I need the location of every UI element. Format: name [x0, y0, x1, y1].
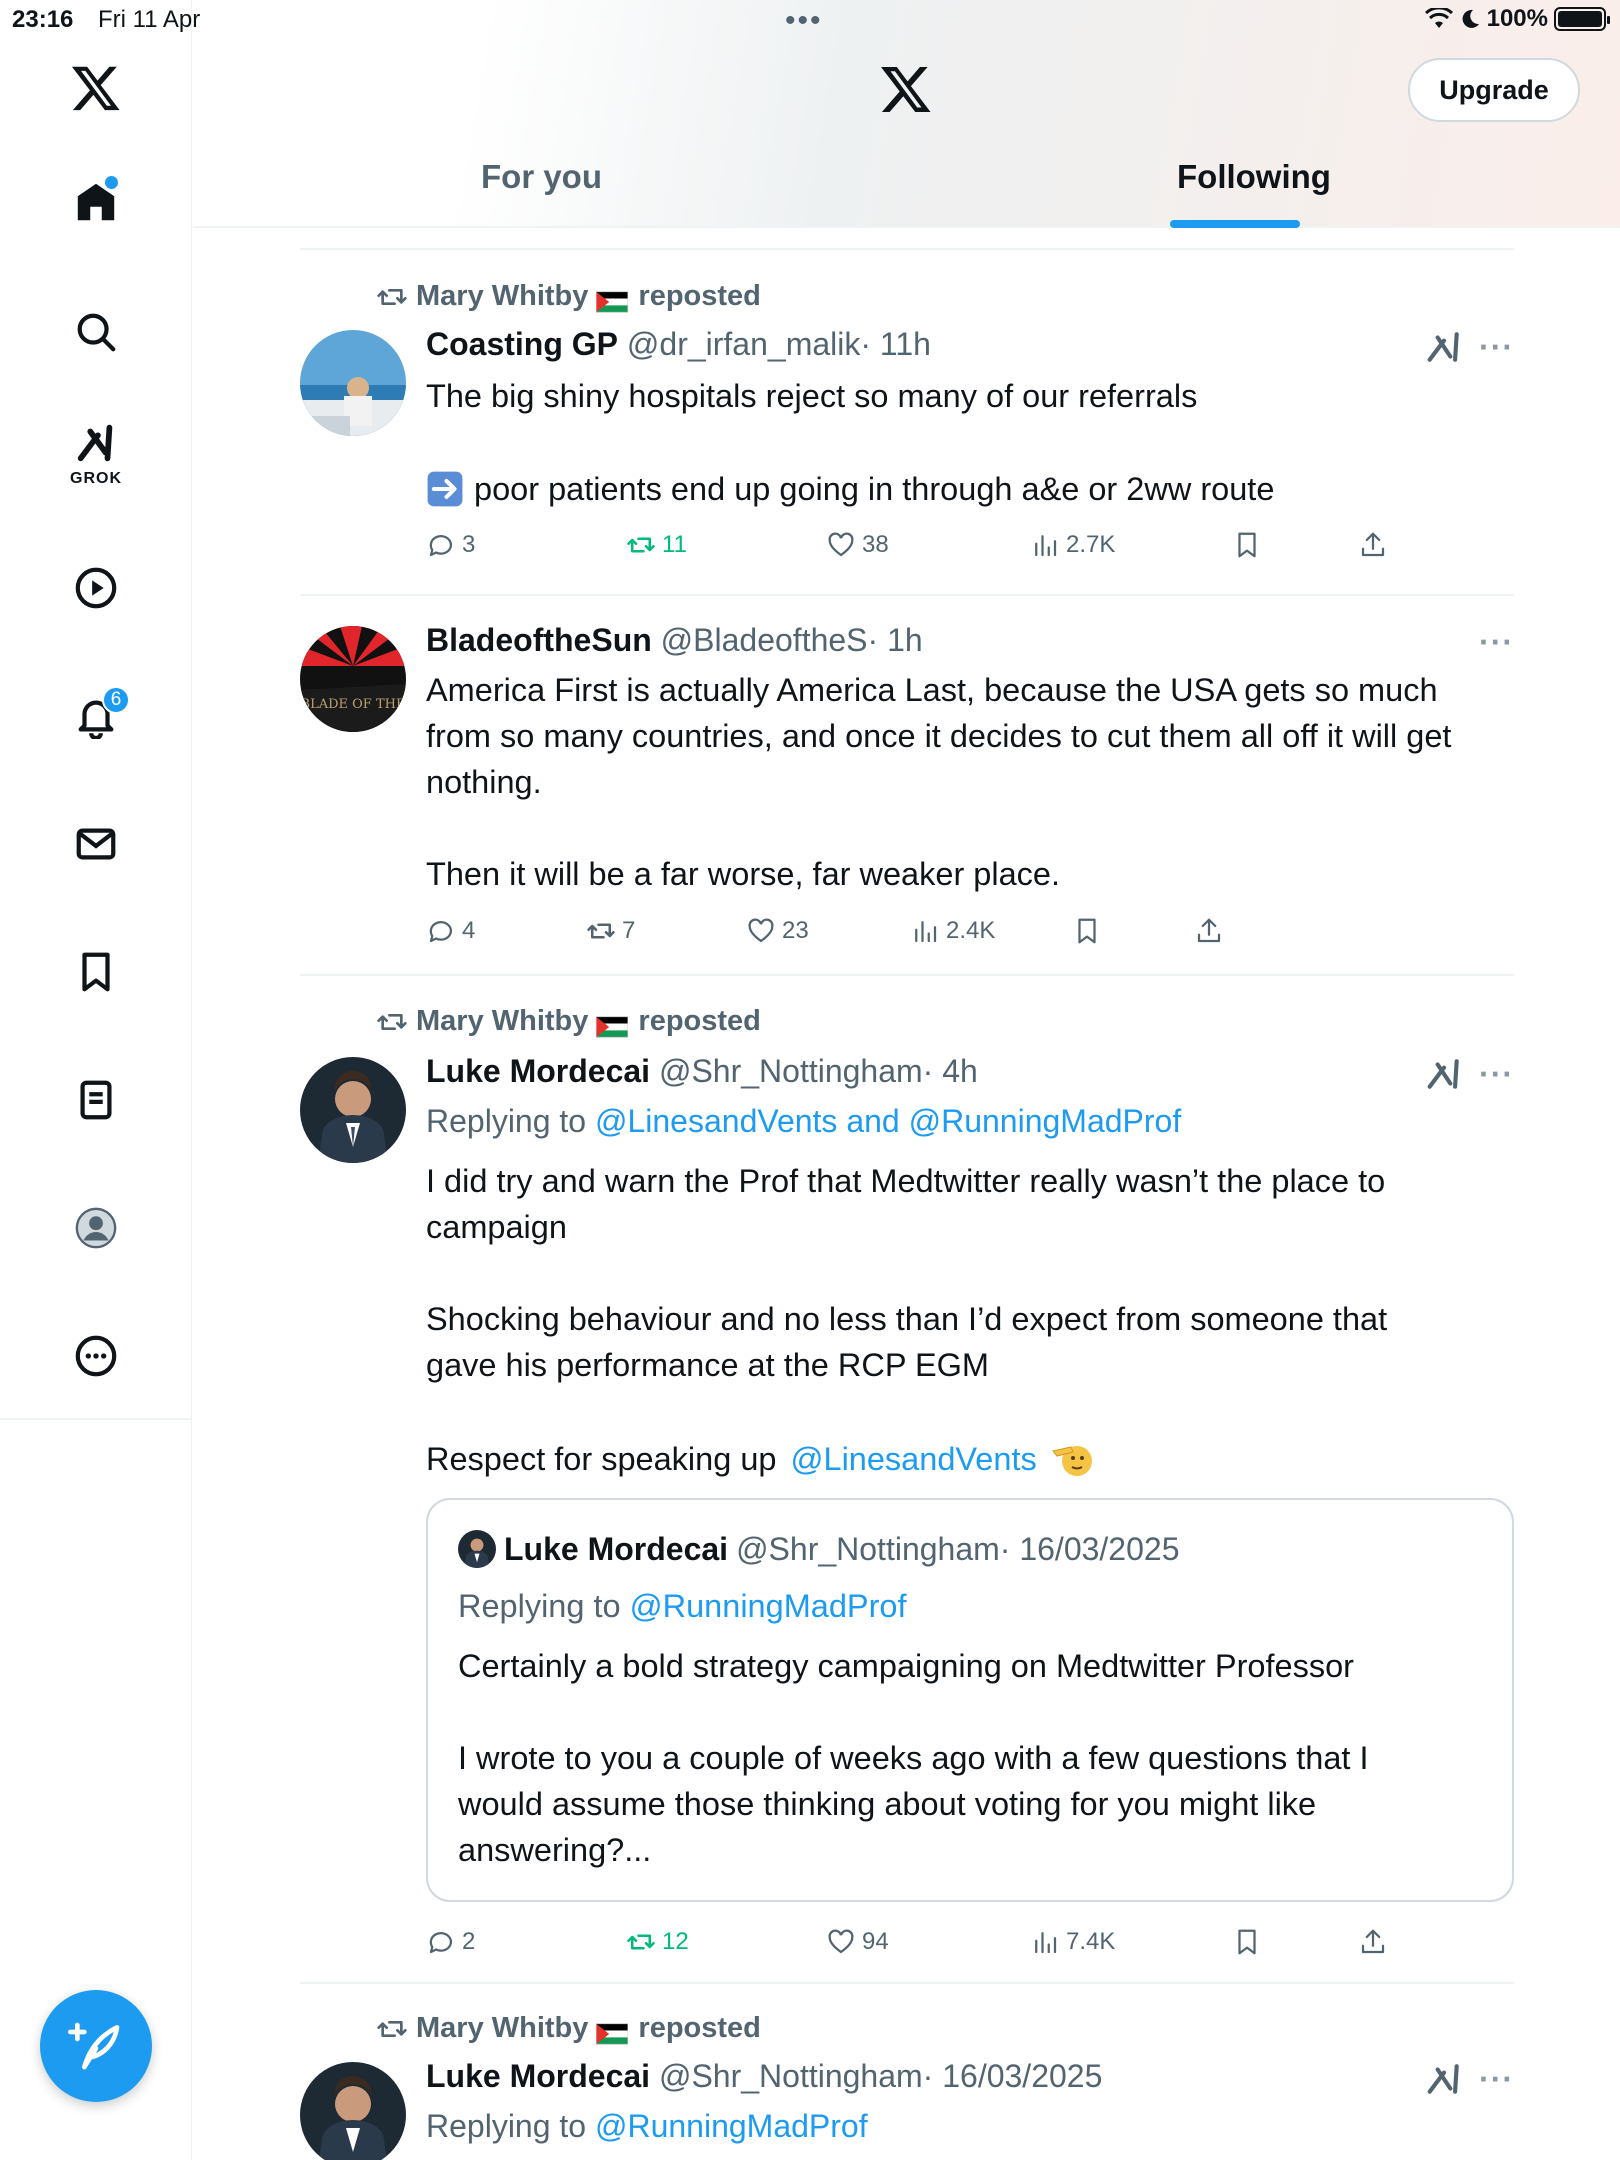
post-text-line: I did try and warn the Prof that Medtwitter really wasn’t the place to	[426, 1163, 1386, 1199]
quoted-text-line: would assume those thinking about voting for you might like	[458, 1786, 1317, 1822]
repost-count: 7	[622, 917, 636, 944]
views-chart-icon	[910, 916, 940, 946]
post-text-line: America First is actually America Last, because the USA gets so much	[426, 672, 1438, 708]
replying-to-prefix: Replying to	[426, 2108, 587, 2144]
avatar-luke-mordecai[interactable]	[300, 1057, 406, 1163]
notifications-badge: 6	[102, 686, 130, 714]
post-text-line: Respect for speaking up	[426, 1440, 777, 1477]
palestine-flag-icon	[596, 1011, 630, 1033]
replying-to-line	[426, 1103, 1181, 1140]
like-count: 23	[782, 917, 809, 944]
x-logo-icon[interactable]	[70, 62, 122, 114]
repost-by-name[interactable]: Mary Whitby	[416, 280, 589, 312]
avatar-coasting-gp[interactable]	[300, 330, 406, 436]
more-options-icon[interactable]: ···	[1479, 2060, 1514, 2097]
status-date: Fri 11 Apr	[98, 6, 201, 33]
post-divider	[300, 1982, 1514, 1984]
feed-top-divider	[300, 248, 1514, 250]
palestine-flag-icon	[596, 2018, 630, 2040]
reply-button[interactable]	[426, 530, 475, 560]
status-time: 23:16	[12, 6, 74, 33]
views-count: 2.7K	[1066, 531, 1116, 558]
battery-icon	[1554, 7, 1606, 31]
quoted-post[interactable]	[426, 1498, 1514, 1902]
author-name[interactable]: Coasting GP	[426, 326, 619, 362]
repost-suffix: reposted	[638, 2012, 761, 2044]
views-button[interactable]	[910, 916, 995, 946]
moon-icon	[1459, 8, 1481, 30]
compose-button[interactable]	[40, 1990, 152, 2102]
play-circle-icon	[73, 565, 119, 611]
nav-notifications[interactable]	[56, 676, 136, 756]
replying-to-line	[426, 2108, 868, 2145]
more-options-icon[interactable]: ···	[1479, 328, 1514, 365]
post-text-line: Then it will be a far worse, far weaker place.	[426, 856, 1061, 892]
post-top-actions	[1425, 2060, 1514, 2098]
author-handle[interactable]: @dr_irfan_malik	[626, 326, 861, 362]
views-chart-icon	[1030, 1927, 1060, 1957]
post-top-actions	[1425, 1055, 1514, 1093]
bookmark-button[interactable]	[1232, 1927, 1262, 1957]
tab-for-you[interactable]: For you	[481, 158, 602, 195]
post-text-line: Shocking behaviour and no less than I’d expect from someone that	[426, 1301, 1388, 1337]
share-button[interactable]	[1358, 1927, 1388, 1957]
reply-icon	[426, 530, 456, 560]
post-text-line: gave his performance at the RCP EGM	[426, 1347, 989, 1383]
active-tab-indicator	[1170, 220, 1300, 228]
repost-count: 11	[662, 531, 687, 558]
like-button[interactable]	[746, 916, 809, 946]
wifi-icon	[1425, 8, 1453, 30]
x-logo-center-icon[interactable]	[879, 62, 933, 116]
views-button[interactable]	[1030, 1927, 1115, 1957]
nav-videos[interactable]	[56, 548, 136, 628]
mention-link[interactable]: @LinesandVents	[790, 1440, 1037, 1477]
views-chart-icon	[1030, 530, 1060, 560]
post-author-line	[426, 1053, 978, 1090]
right-arrow-emoji-icon	[426, 470, 464, 508]
repost-icon	[586, 916, 616, 946]
author-name[interactable]: Luke Mordecai	[426, 2058, 651, 2094]
post-time[interactable]: · 11h	[860, 326, 931, 362]
like-button[interactable]	[826, 530, 889, 560]
post-time[interactable]: · 1h	[867, 622, 923, 658]
post-actions	[426, 916, 1514, 956]
nav-search[interactable]	[56, 292, 136, 372]
share-button[interactable]	[1358, 530, 1388, 560]
repost-button[interactable]	[626, 530, 687, 560]
author-name[interactable]: Luke Mordecai	[426, 1053, 651, 1089]
views-count: 2.4K	[946, 917, 996, 944]
heart-icon	[826, 1927, 856, 1957]
bookmark-icon	[1232, 530, 1262, 560]
battery-percent: 100%	[1486, 5, 1548, 32]
repost-suffix: reposted	[638, 1005, 761, 1037]
post-actions	[426, 1927, 1514, 1967]
author-handle[interactable]: @Shr_Nottingham	[658, 1053, 923, 1089]
like-button[interactable]	[826, 1927, 889, 1957]
post-text-line-arrow	[426, 470, 1274, 508]
bookmark-button[interactable]	[1072, 916, 1102, 946]
replying-to-prefix: Replying to	[426, 1103, 587, 1139]
post-divider	[300, 974, 1514, 976]
post-author-line	[426, 326, 931, 363]
post-top-actions	[1479, 624, 1514, 661]
more-options-icon[interactable]: ···	[1479, 1055, 1514, 1092]
reply-icon	[426, 916, 456, 946]
nav-bookmarks[interactable]	[56, 932, 136, 1012]
author-name[interactable]: BladeoftheSun	[426, 622, 652, 658]
share-icon	[1358, 1927, 1388, 1957]
post-author-line	[426, 622, 923, 659]
share-button[interactable]	[1194, 916, 1224, 946]
reply-count: 2	[462, 1928, 476, 1955]
heart-icon	[826, 530, 856, 560]
sidebar-separator	[0, 1418, 192, 1420]
status-bar	[0, 0, 1620, 40]
repost-icon	[376, 281, 408, 313]
repost-context	[376, 1005, 761, 1038]
repost-icon	[376, 2013, 408, 2045]
reply-icon	[426, 1927, 456, 1957]
like-count: 94	[862, 1928, 889, 1955]
bookmark-icon	[1232, 1927, 1262, 1957]
repost-suffix: reposted	[638, 280, 761, 312]
multitasking-dots[interactable]: •••	[785, 4, 823, 37]
share-icon	[1358, 530, 1388, 560]
post-author-line	[426, 2058, 1102, 2095]
bookmark-icon	[73, 949, 119, 995]
post-time[interactable]: · 4h	[922, 1053, 978, 1089]
list-icon	[73, 1077, 119, 1123]
quoted-text-line: answering?...	[458, 1832, 652, 1868]
sidebar	[0, 0, 192, 2160]
quoted-post-time: · 16/03/2025	[999, 1530, 1180, 1567]
profile-avatar-icon	[73, 1205, 119, 1251]
avatar-text: BLADE OF THE	[300, 697, 406, 712]
heart-icon	[746, 916, 776, 946]
quoted-replying-prefix: Replying to	[458, 1588, 621, 1624]
home-new-dot	[105, 176, 118, 189]
author-handle[interactable]: @Shr_Nottingham	[658, 2058, 923, 2094]
grok-label: GROK	[70, 470, 122, 487]
post-text-line: from so many countries, and once it decides to cut them all off it will get	[426, 718, 1452, 754]
post-divider	[300, 594, 1514, 596]
envelope-icon	[73, 821, 119, 867]
post-text-line: campaign	[426, 1209, 567, 1245]
saluting-face-emoji-icon	[1051, 1439, 1093, 1479]
views-button[interactable]	[1030, 530, 1115, 560]
repost-count: 12	[662, 1928, 689, 1955]
reply-count: 3	[462, 531, 476, 558]
more-circle-icon	[73, 1333, 119, 1379]
quoted-text-line: I wrote to you a couple of weeks ago with a few questions that I	[458, 1740, 1369, 1776]
post-top-actions	[1425, 328, 1514, 366]
nav-profile[interactable]	[56, 1188, 136, 1268]
tab-following[interactable]: Following	[1177, 158, 1331, 195]
quoted-replying-to	[458, 1588, 907, 1625]
nav-lists[interactable]	[56, 1060, 136, 1140]
bookmark-button[interactable]	[1232, 530, 1262, 560]
repost-by-name[interactable]: Mary Whitby	[416, 2012, 589, 2044]
repost-context	[376, 2012, 761, 2045]
post-text-line: The big shiny hospitals reject so many of our referrals	[426, 378, 1198, 414]
repost-by-name[interactable]: Mary Whitby	[416, 1005, 589, 1037]
author-handle[interactable]: @BladeoftheS	[660, 622, 868, 658]
quoted-author-line	[458, 1530, 1179, 1568]
views-count: 7.4K	[1066, 1928, 1116, 1955]
avatar-luke-mordecai[interactable]	[300, 2062, 406, 2160]
reply-count: 4	[462, 917, 476, 944]
reply-button[interactable]	[426, 1927, 475, 1957]
avatar-bladeofthesun[interactable]	[300, 626, 406, 732]
like-count: 38	[862, 531, 889, 558]
grok-explain-icon[interactable]	[1425, 1055, 1463, 1093]
repost-icon	[626, 1927, 656, 1957]
quoted-replying-handle[interactable]: @RunningMadProf	[629, 1588, 907, 1624]
post-text-line: poor patients end up going in through a&e or 2ww route	[474, 470, 1275, 507]
post-text-line: nothing.	[426, 764, 542, 800]
reply-button[interactable]	[426, 916, 475, 946]
post-actions	[426, 530, 1514, 570]
repost-icon	[376, 1006, 408, 1038]
upgrade-button[interactable]: Upgrade	[1408, 58, 1580, 122]
compose-feather-icon	[68, 2018, 124, 2074]
nav-messages[interactable]	[56, 804, 136, 884]
quoted-author-name[interactable]: Luke Mordecai	[504, 1530, 729, 1567]
repost-context	[376, 280, 761, 313]
quoted-text-line: Certainly a bold strategy campaigning on Medtwitter Professor	[458, 1648, 1354, 1684]
post-text-line-mention	[426, 1439, 1093, 1479]
repost-icon	[626, 530, 656, 560]
grok-explain-icon[interactable]	[1425, 328, 1463, 366]
more-options-icon[interactable]: ···	[1479, 624, 1514, 660]
grok-explain-icon[interactable]	[1425, 2060, 1463, 2098]
post-time[interactable]: · 16/03/2025	[922, 2058, 1103, 2094]
share-icon	[1194, 916, 1224, 946]
status-right	[1425, 5, 1606, 33]
grok-icon	[73, 420, 119, 466]
nav-more[interactable]	[56, 1316, 136, 1396]
nav-home[interactable]	[56, 162, 136, 242]
quoted-author-handle[interactable]: @Shr_Nottingham	[736, 1530, 1000, 1567]
repost-button[interactable]	[586, 916, 635, 946]
nav-grok[interactable]	[56, 412, 136, 492]
replying-to-handles[interactable]: @RunningMadProf	[594, 2108, 868, 2144]
quoted-avatar[interactable]	[458, 1530, 496, 1568]
bookmark-icon	[1072, 916, 1102, 946]
search-icon	[73, 309, 119, 355]
palestine-flag-icon	[596, 286, 630, 308]
repost-button[interactable]	[626, 1927, 689, 1957]
replying-to-handles[interactable]: @LinesandVents and @RunningMadProf	[594, 1103, 1182, 1139]
